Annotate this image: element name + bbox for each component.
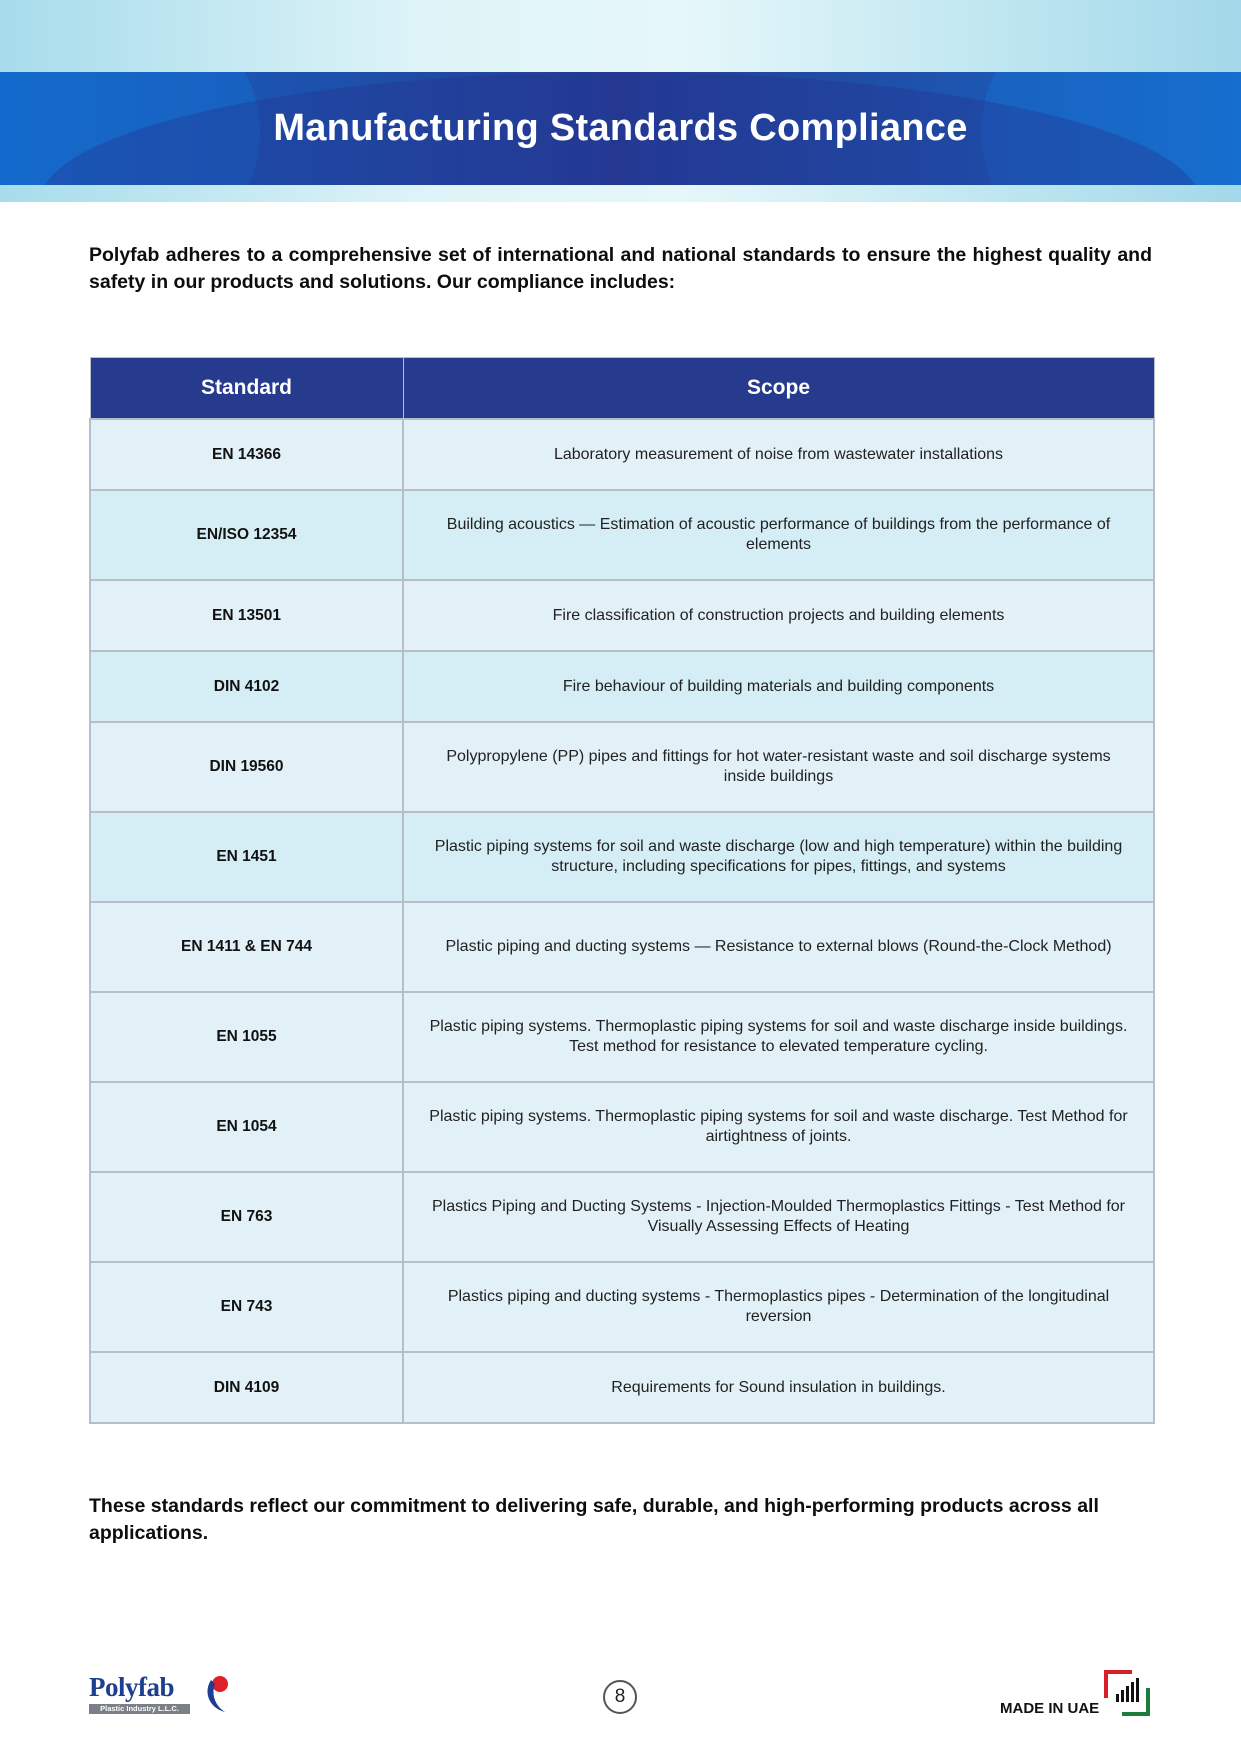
standard-cell: EN 14366	[90, 419, 403, 490]
page-title: Manufacturing Standards Compliance	[273, 107, 968, 149]
standard-cell: EN 1411 & EN 744	[90, 902, 403, 992]
scope-cell: Laboratory measurement of noise from wastewater installations	[403, 419, 1154, 490]
scope-cell: Plastic piping and ducting systems — Resistance to external blows (Round-the-Clock Method)	[403, 902, 1154, 992]
standards-table	[89, 357, 1155, 1424]
table-row	[90, 580, 1154, 651]
table-header-row	[90, 358, 1154, 420]
scope-cell: Building acoustics — Estimation of acoustic performance of buildings from the performance of elements	[403, 490, 1154, 580]
header-band	[0, 0, 1241, 202]
scope-cell: Plastic piping systems. Thermoplastic piping systems for soil and waste discharge inside buildings. Test method for resistance to elevated temperature cycling.	[403, 992, 1154, 1082]
table-row	[90, 490, 1154, 580]
standard-cell: EN 13501	[90, 580, 403, 651]
table-row	[90, 419, 1154, 490]
standard-cell: EN 1054	[90, 1082, 403, 1172]
table-row	[90, 812, 1154, 902]
table-row	[90, 1262, 1154, 1352]
uae-flag-icon	[1102, 1668, 1152, 1718]
table-row	[90, 651, 1154, 722]
intro-paragraph: Polyfab adheres to a comprehensive set of international and national standards to ensure the highest quality and safety in our products and solutions. Our compliance includes:	[89, 244, 1152, 293]
standard-cell: EN 1055	[90, 992, 403, 1082]
logo-swoosh-icon	[205, 1674, 231, 1714]
scope-cell: Fire classification of construction projects and building elements	[403, 580, 1154, 651]
company-logo	[89, 1672, 249, 1718]
table-row	[90, 902, 1154, 992]
scope-cell: Plastics piping and ducting systems - Thermoplastics pipes - Determination of the longitudinal reversion	[403, 1262, 1154, 1352]
logo-subtitle: Plastic Industry L.L.C.	[89, 1704, 190, 1714]
column-header-standard: Standard	[90, 358, 403, 420]
title-banner	[0, 72, 1241, 185]
scope-cell: Plastics Piping and Ducting Systems - Injection-Moulded Thermoplastics Fittings - Test Method for Visually Assessing Effects of Heating	[403, 1172, 1154, 1262]
scope-cell: Plastic piping systems for soil and waste discharge (low and high temperature) within the building structure, including specifications for pipes, fittings, and systems	[403, 812, 1154, 902]
closing-paragraph: These standards reflect our commitment to delivering safe, durable, and high-performing products across all applications.	[89, 1495, 1099, 1544]
standard-cell: DIN 4109	[90, 1352, 403, 1423]
column-header-scope: Scope	[403, 358, 1154, 420]
standard-cell: DIN 19560	[90, 722, 403, 812]
standard-cell: EN 743	[90, 1262, 403, 1352]
table-row	[90, 1082, 1154, 1172]
standard-cell: EN 763	[90, 1172, 403, 1262]
logo-wordmark: Polyfab	[89, 1672, 175, 1702]
scope-cell: Polypropylene (PP) pipes and fittings for hot water-resistant waste and soil discharge systems inside buildings	[403, 722, 1154, 812]
scope-cell: Plastic piping systems. Thermoplastic piping systems for soil and waste discharge. Test Method for airtightness of joints.	[403, 1082, 1154, 1172]
table-row	[90, 722, 1154, 812]
standard-cell: EN 1451	[90, 812, 403, 902]
made-in-label: MADE IN UAE	[1000, 1700, 1100, 1717]
page-number: 8	[603, 1680, 637, 1714]
table-row	[90, 1172, 1154, 1262]
standard-cell: DIN 4102	[90, 651, 403, 722]
table-row	[90, 992, 1154, 1082]
standard-cell: EN/ISO 12354	[90, 490, 403, 580]
scope-cell: Fire behaviour of building materials and building components	[403, 651, 1154, 722]
table-row	[90, 1352, 1154, 1423]
scope-cell: Requirements for Sound insulation in buildings.	[403, 1352, 1154, 1423]
